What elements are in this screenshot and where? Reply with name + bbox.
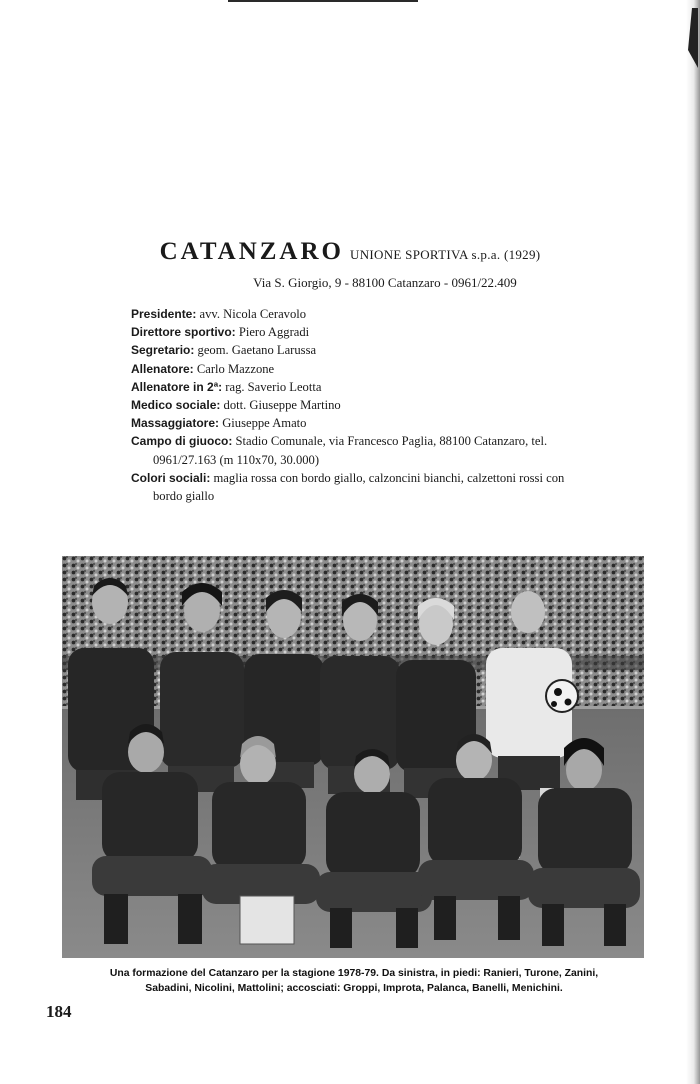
info-row [131,323,651,341]
scan-edge-right [686,0,700,1084]
team-photo [62,556,644,958]
team-title-line [0,238,700,266]
team-address: Via S. Giorgio, 9 - 88100 Catanzaro - 0961/22.409 [253,275,517,290]
info-key: Medico sociale: [131,398,221,413]
info-row [131,414,651,432]
scan-edge-top [228,0,418,2]
info-value: rag. Saverio Leotta [225,379,322,394]
info-row [131,360,651,378]
info-row [131,305,651,323]
info-value: geom. Gaetano Larussa [197,343,317,358]
info-key: Massaggiatore: [131,416,220,431]
club-info [131,305,651,505]
info-value: dott. Giuseppe Martino [223,398,341,413]
team-company: UNIONE SPORTIVA s.p.a. (1929) [350,247,541,262]
info-key: Colori sociali: [131,470,211,485]
info-key: Direttore sportivo: [131,325,236,340]
team-photo-drawing [62,556,644,958]
info-key: Campo di giuoco: [131,434,233,449]
info-value: Piero Aggradi [238,325,310,340]
info-continuation: 0961/27.163 (m 110x70, 30.000) [153,452,320,467]
info-value: avv. Nicola Ceravolo [199,307,307,321]
info-key: Allenatore: [131,361,194,376]
info-value: Giuseppe Amato [222,416,307,431]
info-row [131,469,651,487]
info-row [131,396,651,414]
info-key: Allenatore in 2ª: [131,379,223,394]
caption-line: Sabadini, Nicolini, Mattolini; accosciati: Groppi, Improta, Palanca, Banelli, Menichini. [145,983,563,994]
info-value: maglia rossa con bordo giallo, calzoncini bianchi, calzettoni rossi con [213,470,565,485]
caption-line: Una formazione del Catanzaro per la stagione 1978-79. Da sinistra, in piedi: Ranieri, Turone, Zanini, [109,968,599,979]
info-row [131,341,651,359]
team-header [0,238,700,291]
info-continuation: bordo giallo [153,489,215,504]
info-key: Segretario: [131,343,195,358]
info-key: Presidente: [131,307,197,321]
info-row [131,432,651,450]
team-name: CATANZARO [159,238,344,265]
info-value: Carlo Mazzone [196,361,275,376]
photo-caption [50,966,658,996]
info-value: Stadio Comunale, via Francesco Paglia, 88100 Catanzaro, tel. [235,434,548,449]
info-row [131,378,651,396]
page-number: 184 [46,1002,72,1021]
